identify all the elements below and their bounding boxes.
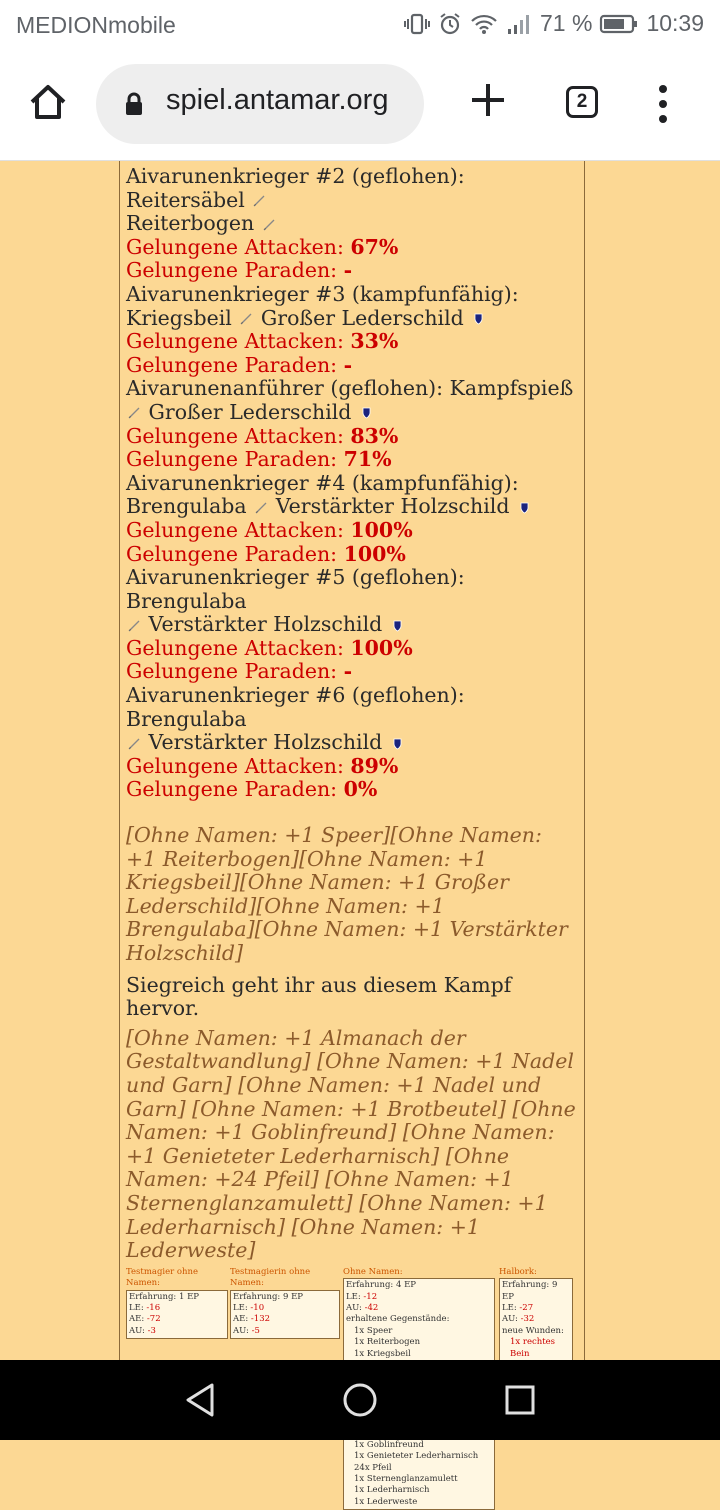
wifi-icon [470, 13, 498, 35]
party-member-card: Testmagier ohne Namen: Erfahrung: 1 EP LE: -16 AE: -72 AU: -3 [126, 1267, 228, 1339]
shield-icon [362, 407, 371, 419]
weapon-icon [255, 502, 267, 514]
list-item: 1x Lederharnisch [354, 1485, 430, 1496]
list-item: 1x Goblinfreund [354, 1439, 424, 1450]
weapon-icon [253, 195, 265, 207]
list-item: 24x Pfeil [354, 1462, 392, 1473]
party-member-card: Halbork: Erfahrung: 9 EP LE: -27 AU: -32 neue Wunden: 1x rechtes Bein [499, 1267, 573, 1362]
navigation-bar [0, 1360, 720, 1440]
shield-icon [520, 502, 529, 514]
url-text[interactable]: spiel.antamar.org [166, 84, 389, 116]
combatant: Aivarunenkrieger #3 (kampfunfähig): Kriegsbeil Großer Lederschild Gelungene Attacken: 33% Gelungene Paraden: - [126, 281, 519, 377]
list-item: 1x Genieteter Lederharnisch [354, 1451, 479, 1462]
lock-icon[interactable] [124, 92, 144, 116]
shield-icon [474, 313, 483, 325]
weapon-icon [240, 313, 252, 325]
list-item: 1x Lederweste [354, 1496, 418, 1507]
clock: 10:39 [646, 10, 704, 36]
home-icon[interactable] [28, 82, 68, 122]
loot-list: [Ohne Namen: +1 Speer][Ohne Namen: +1 Reiterbogen][Ohne Namen: +1 Kriegsbeil][Ohne Namen: +1 Großer Lederschild][Ohne Namen: +1 Brengulaba][Ohne Namen: +1 Verstärkter Holzschild] [126, 823, 568, 965]
weapon-icon [128, 620, 140, 632]
address-bar[interactable] [96, 64, 424, 144]
party-member-card: Testmagierin ohne Namen: Erfahrung: 9 EP LE: -10 AE: -132 AU: -5 [230, 1267, 340, 1339]
list-item: 1x Sternenglanzamulett [354, 1474, 458, 1485]
more-menu-icon[interactable] [658, 84, 668, 124]
list-item: 1x Reiterbogen [354, 1337, 421, 1348]
browser-toolbar [0, 50, 720, 161]
back-icon[interactable] [184, 1382, 216, 1418]
list-item: 1x Kriegsbeil [354, 1348, 411, 1359]
weapon-icon [263, 219, 275, 231]
battery-percent: 71 % [540, 10, 593, 36]
tab-switcher-button[interactable]: 2 [566, 86, 598, 118]
combatant: Aivarunenkrieger #6 (geflohen): Brengulaba Verstärkter Holzschild Gelungene Attacken: 89% Gelungene Paraden: 0% [126, 683, 465, 802]
victory-message: Siegreich geht ihr aus diesem Kampf hervor. [126, 972, 512, 1021]
recents-icon[interactable] [504, 1384, 536, 1416]
combatant: Aivarunenkrieger #2 (geflohen): Reitersäbel Reiterbogen Gelungene Attacken: 67% Gelungene Paraden: - [126, 164, 465, 283]
weapon-icon [128, 407, 140, 419]
party-member-card: Ohne Namen: Erfahrung: 4 EP LE: -12 AU: -42 erhaltene Gegenstände: 1x Speer 1x Reiterbogen 1x Kriegsbeil 1x Goblinfreund 1x Genieteter Lederharnisch 24x Pfeil 1x Sternenglanzamulett 1x Lederharnisch 1x Lederweste [343, 1267, 495, 1510]
new-tab-icon[interactable] [468, 80, 508, 120]
weapon-icon [128, 738, 140, 750]
signal-icon [506, 13, 532, 35]
shield-icon [393, 738, 402, 750]
battery-icon [600, 14, 638, 34]
combat-report [119, 161, 585, 1507]
combatant: Aivarunenanführer (geflohen): Kampfspieß Großer Lederschild Gelungene Attacken: 83% Gelungene Paraden: 71% [126, 376, 574, 472]
alarm-icon [438, 12, 462, 36]
shield-icon [393, 620, 402, 632]
loot-list: [Ohne Namen: +1 Almanach der Gestaltwandlung] [Ohne Namen: +1 Nadel und Garn] [Ohne Namen: +1 Nadel und Garn] [Ohne Namen: +1 Brotbeutel] [Ohne Namen: +1 Goblinfreund] [Ohne Namen: +1 Genieteter Lederharnisch] [Ohne Namen: +24 Pfeil] [Ohne Namen: +1 Sternenglanzamulett] [Ohne Namen: +1 Lederharnisch] [Ohne Namen: +1 Lederweste] [126, 1025, 576, 1263]
vibrate-icon [404, 13, 430, 35]
carrier-name: MEDIONmobile [16, 12, 176, 38]
status-icons [404, 10, 704, 37]
home-button-icon[interactable] [342, 1382, 378, 1418]
list-item: 1x Speer [354, 1325, 393, 1336]
combatant: Aivarunenkrieger #4 (kampfunfähig): Brengulaba Verstärkter Holzschild Gelungene Attacken: 100% Gelungene Paraden: 100% [126, 472, 578, 566]
combatant: Aivarunenkrieger #5 (geflohen): Brengulaba Verstärkter Holzschild Gelungene Attacken: 100% Gelungene Paraden: - [126, 565, 465, 684]
status-bar [0, 0, 720, 50]
